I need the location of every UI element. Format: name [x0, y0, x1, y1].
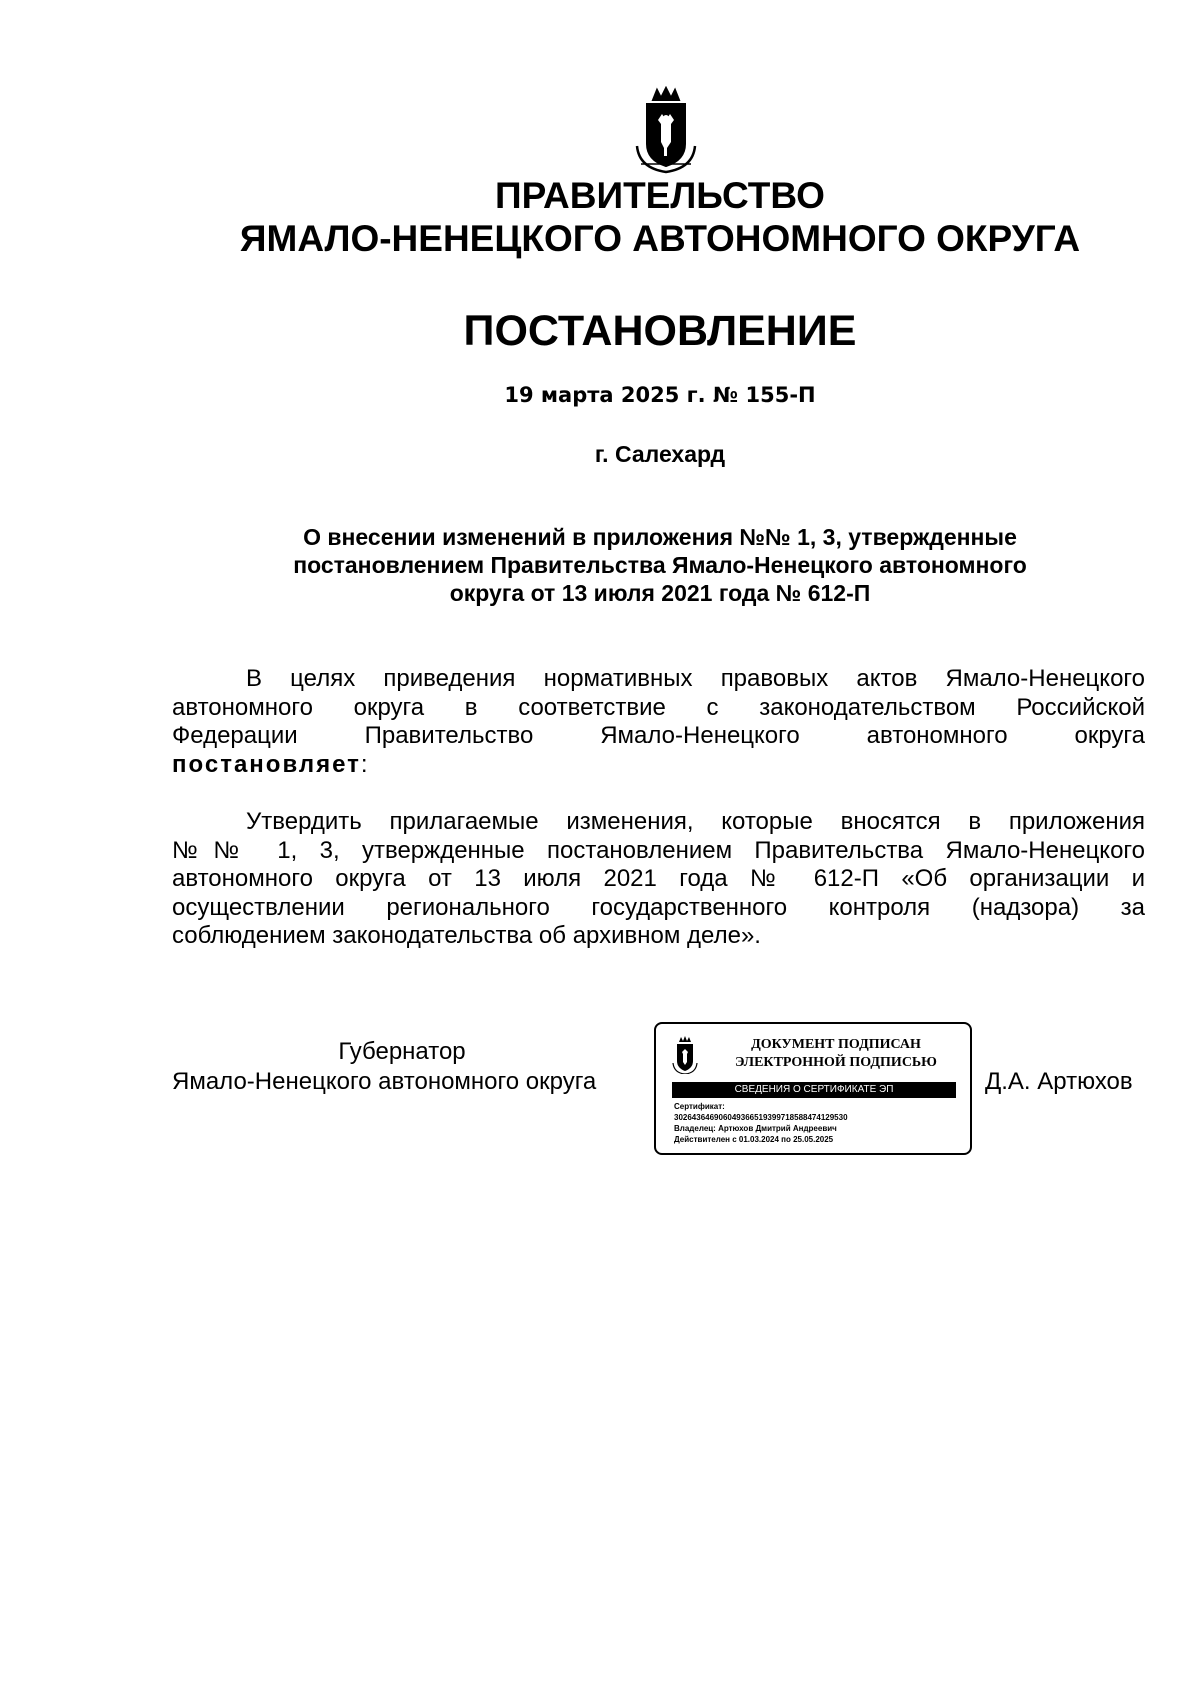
subject-line3: округа от 13 июля 2021 года № 612-П	[449, 580, 871, 606]
stamp-title-line2: ЭЛЕКТРОННОЙ ПОДПИСЬЮ	[735, 1055, 937, 1070]
certificate-label: Сертификат:	[674, 1102, 725, 1111]
certificate-info-bar: СВЕДЕНИЯ О СЕРТИФИКАТЕ ЭП	[672, 1082, 956, 1098]
certificate-validity: Действителен с 01.03.2024 по 25.05.2025	[674, 1135, 834, 1144]
paragraph-line: Федерации Правительство Ямало-Ненецкого автономного округа	[172, 722, 1145, 749]
paragraph-line: осуществлении регионального государственного контроля (надзора) за	[172, 893, 1145, 921]
government-title	[0, 174, 1200, 260]
paragraph-line: В целях приведения нормативных правовых актов Ямало-Ненецкого	[246, 665, 1145, 692]
resolves-keyword: постановляет	[172, 750, 361, 778]
paragraph-line: №№ 1, 3, утвержденные постановлением Правительства Ямало-Ненецкого	[172, 836, 1145, 864]
certificate-number: 3026436469060493665193997185884741295​30	[674, 1113, 848, 1122]
subject-line2: постановлением Правительства Ямало-Ненецкого автономного	[293, 552, 1027, 578]
paragraph-line: Утвердить прилагаемые изменения, которые вносятся в приложения	[246, 808, 1145, 835]
coat-of-arms-emblem	[633, 86, 699, 176]
body-paragraph-2	[172, 808, 1145, 951]
signatory-title: Губернатор	[338, 1038, 466, 1065]
stamp-title	[711, 1036, 961, 1072]
stamp-emblem-icon	[672, 1036, 698, 1074]
document-kind: ПОСТАНОВЛЕНИЕ	[463, 307, 857, 355]
signatory-region: Ямало-Ненецкого автономного округа	[172, 1068, 597, 1095]
colon: :	[360, 750, 368, 778]
document-subject	[0, 523, 1200, 607]
government-title-line1: ПРАВИТЕЛЬСТВО	[495, 175, 825, 216]
document-date-number: 19 марта 2025 г. № 155-П	[504, 383, 816, 407]
paragraph-line: автономного округа от 13 июля 2021 года № 612-П «Об организации и	[172, 865, 1145, 892]
government-title-line2: ЯМАЛО-НЕНЕЦКОГО АВТОНОМНОГО ОКРУГА	[239, 218, 1081, 259]
paragraph-line: автономного округа в соответствие с законодательством Российской	[172, 693, 1145, 721]
body-paragraph-1	[172, 665, 1145, 779]
signatory-name: Д.А. Артюхов	[985, 1068, 1133, 1095]
electronic-signature-stamp	[654, 1022, 972, 1155]
paragraph-line: соблюдением законодательства об архивном деле».	[172, 922, 761, 949]
subject-line1: О внесении изменений в приложения №№ 1, 3, утвержденные	[303, 524, 1017, 550]
certificate-details	[674, 1101, 848, 1145]
signatory-position	[172, 1037, 642, 1097]
certificate-owner: Владелец: Артюхов Дмитрий Андреевич	[674, 1124, 837, 1133]
stamp-title-line1: ДОКУМЕНТ ПОДПИСАН	[751, 1037, 921, 1052]
document-city: г. Салехард	[594, 441, 726, 467]
paragraph-line-resolution	[172, 751, 1145, 780]
